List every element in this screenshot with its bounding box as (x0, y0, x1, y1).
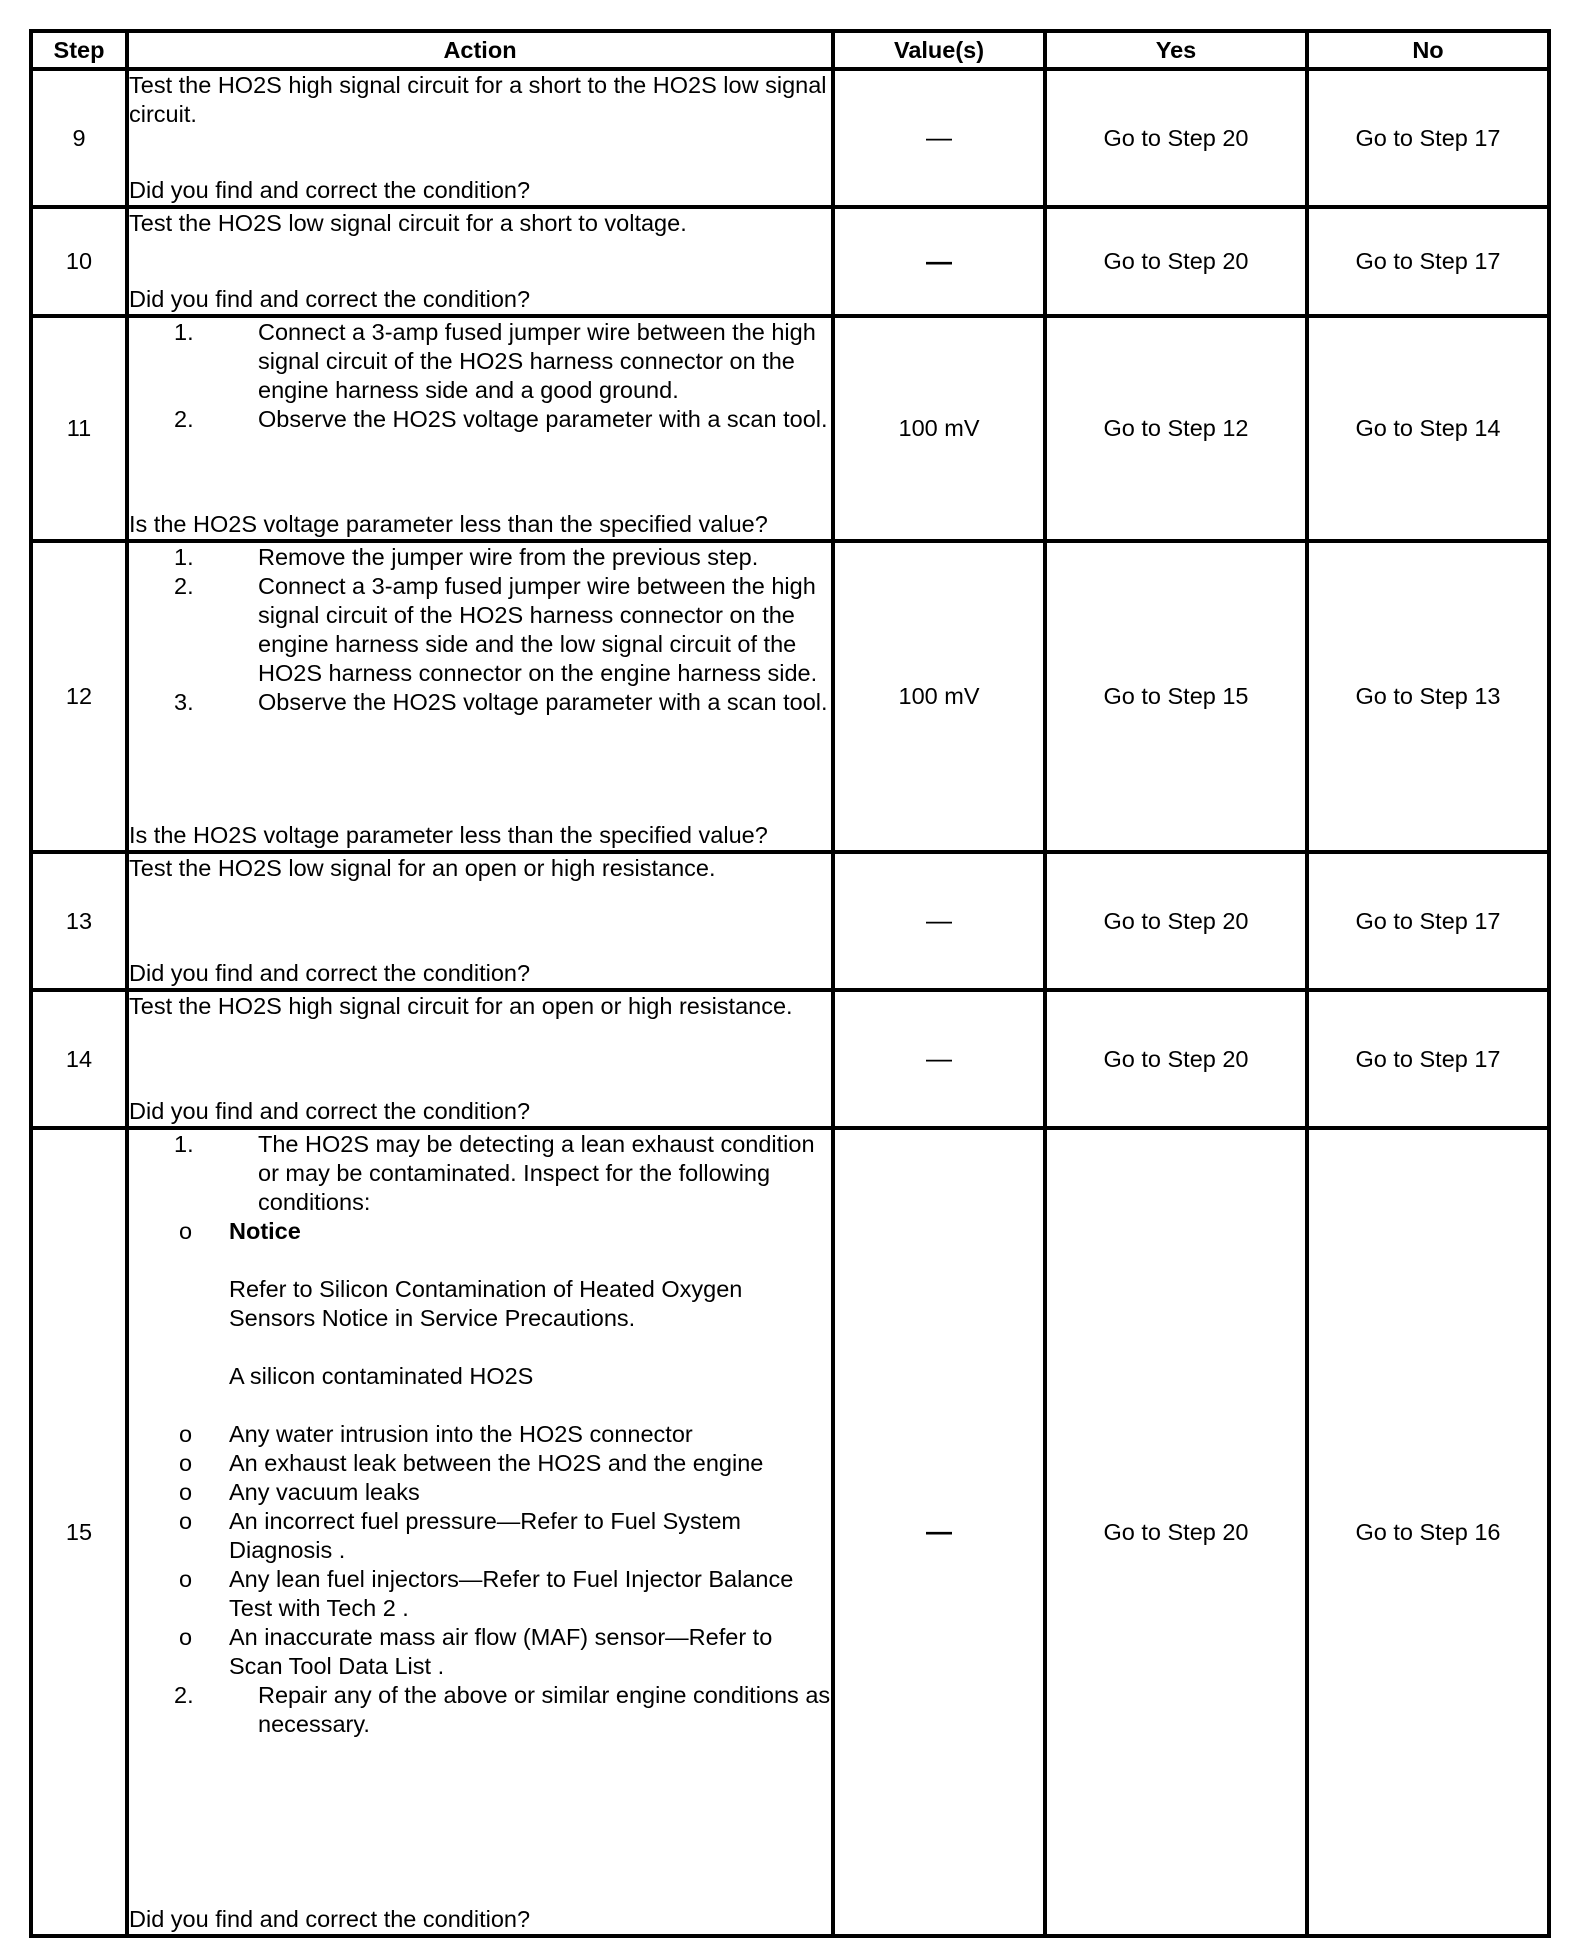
action-cell (127, 541, 833, 852)
step-number: 15 (31, 1128, 127, 1936)
notice-item-text: A silicon contaminated HO2S (229, 1363, 534, 1389)
no-cell: Go to Step 13 (1307, 541, 1549, 852)
bullet: o (179, 1218, 193, 1244)
step-number: 12 (31, 541, 127, 852)
step-number: 9 (31, 69, 127, 207)
action-cell (127, 990, 833, 1128)
bullet: o (179, 1450, 193, 1476)
no-cell: Go to Step 17 (1307, 69, 1549, 207)
list-item (129, 572, 831, 688)
step-number: 11 (31, 316, 127, 541)
notice-block (229, 1217, 831, 1420)
condition-text: Any vacuum leaks (229, 1479, 420, 1505)
action-cell (127, 852, 833, 990)
header-row (31, 31, 1549, 69)
yes-cell: Go to Step 12 (1045, 316, 1307, 541)
no-cell: Go to Step 14 (1307, 316, 1549, 541)
bullet: o (179, 1508, 193, 1534)
list-number: 1. (174, 544, 194, 570)
action-question: Did you find and correct the condition? (129, 960, 531, 986)
condition-text: An inaccurate mass air flow (MAF) sensor—Refer to Scan Tool Data List . (229, 1624, 773, 1679)
header-yes: Yes (1045, 31, 1307, 69)
yes-cell: Go to Step 20 (1045, 1128, 1307, 1936)
table-row (31, 1128, 1549, 1936)
list-item (129, 1681, 831, 1739)
condition-text: Any lean fuel injectors—Refer to Fuel Injector Balance Test with Tech 2 . (229, 1566, 794, 1621)
table-row (31, 207, 1549, 316)
list-text: Remove the jumper wire from the previous step. (258, 544, 759, 570)
list-number: 1. (174, 1131, 194, 1157)
action-question: Did you find and correct the condition? (129, 286, 531, 312)
list-text: Observe the HO2S voltage parameter with a scan tool. (258, 689, 828, 715)
action-text: Test the HO2S high signal circuit for a short to the HO2S low signal circuit. (129, 72, 827, 127)
value-cell: 100 mV (833, 541, 1045, 852)
list-item (129, 1623, 831, 1681)
list-item (129, 1478, 831, 1507)
header-no: No (1307, 31, 1549, 69)
table-row (31, 990, 1549, 1128)
value-cell (833, 1128, 1045, 1936)
header-step: Step (31, 31, 127, 69)
list-item (129, 688, 831, 717)
action-question: Is the HO2S voltage parameter less than the specified value? (129, 511, 768, 537)
step-number: 10 (31, 207, 127, 316)
list-text: Repair any of the above or similar engine conditions as necessary. (258, 1682, 831, 1737)
list-item (129, 543, 831, 572)
yes-cell: Go to Step 20 (1045, 207, 1307, 316)
list-item (129, 318, 831, 405)
step-number: 14 (31, 990, 127, 1128)
action-question: Did you find and correct the condition? (129, 1098, 531, 1124)
list-item (129, 1507, 831, 1565)
action-question: Is the HO2S voltage parameter less than the specified value? (129, 822, 768, 848)
no-cell: Go to Step 16 (1307, 1128, 1549, 1936)
yes-cell: Go to Step 20 (1045, 990, 1307, 1128)
condition-text: Any water intrusion into the HO2S connector (229, 1421, 693, 1447)
notice-item (129, 1217, 831, 1420)
list-item (129, 1420, 831, 1449)
table-row (31, 69, 1549, 207)
list-item (129, 1130, 831, 1217)
list-text: The HO2S may be detecting a lean exhaust condition or may be contaminated. Inspect for the following conditions: (258, 1131, 815, 1215)
header-action: Action (127, 31, 833, 69)
value-cell: 100 mV (833, 316, 1045, 541)
value-cell (833, 990, 1045, 1128)
notice-text: Refer to Silicon Contamination of Heated Oxygen Sensors Notice in Service Precautions. (229, 1276, 743, 1331)
list-text: Connect a 3-amp fused jumper wire between the high signal circuit of the HO2S harness connector on the engine harness side and the low signal circuit of the HO2S harness connector on the engine harness side. (258, 573, 818, 686)
condition-list (129, 1217, 831, 1681)
action-cell (127, 316, 833, 541)
list-number: 3. (174, 689, 194, 715)
no-cell: Go to Step 17 (1307, 207, 1549, 316)
bullet: o (179, 1479, 193, 1505)
table-row (31, 541, 1549, 852)
list-number: 2. (174, 573, 194, 599)
bullet: o (179, 1421, 193, 1447)
value-cell (833, 207, 1045, 316)
action-steps (129, 1130, 831, 1217)
action-cell (127, 207, 833, 316)
bullet: o (179, 1624, 193, 1650)
yes-cell: Go to Step 20 (1045, 852, 1307, 990)
list-number: 1. (174, 319, 194, 345)
list-item (129, 1565, 831, 1623)
no-cell: Go to Step 17 (1307, 990, 1549, 1128)
condition-text: An incorrect fuel pressure—Refer to Fuel System Diagnosis . (229, 1508, 741, 1563)
action-steps (129, 543, 831, 717)
list-item-body (226, 1130, 831, 1217)
value-text: — (926, 122, 952, 152)
value-text: — (926, 1043, 952, 1073)
action-text: Test the HO2S high signal circuit for an open or high resistance. (129, 993, 793, 1019)
action-steps (129, 1681, 831, 1739)
notice-title: Notice (229, 1218, 301, 1244)
value-text: — (926, 1516, 952, 1546)
action-cell (127, 1128, 833, 1936)
action-question: Did you find and correct the condition? (129, 177, 531, 203)
table-row (31, 852, 1549, 990)
action-question: Did you find and correct the condition? (129, 1906, 531, 1932)
step-number: 13 (31, 852, 127, 990)
diagnostic-table (29, 29, 1551, 1938)
value-text: — (926, 905, 952, 935)
condition-text: An exhaust leak between the HO2S and the engine (229, 1450, 764, 1476)
action-cell (127, 69, 833, 207)
list-number: 2. (174, 406, 194, 432)
bullet: o (179, 1566, 193, 1592)
list-item (129, 1449, 831, 1478)
list-number: 2. (174, 1682, 194, 1708)
value-text: — (926, 245, 952, 276)
list-text: Connect a 3-amp fused jumper wire between the high signal circuit of the HO2S harness connector on the engine harness side and a good ground. (258, 319, 816, 403)
list-text: Observe the HO2S voltage parameter with a scan tool. (258, 406, 828, 432)
value-cell (833, 69, 1045, 207)
yes-cell: Go to Step 15 (1045, 541, 1307, 852)
yes-cell: Go to Step 20 (1045, 69, 1307, 207)
action-text: Test the HO2S low signal for an open or high resistance. (129, 855, 716, 881)
action-steps (129, 318, 831, 434)
value-cell (833, 852, 1045, 990)
list-item (129, 405, 831, 434)
table-row (31, 316, 1549, 541)
action-text: Test the HO2S low signal circuit for a short to voltage. (129, 210, 687, 236)
no-cell: Go to Step 17 (1307, 852, 1549, 990)
header-values: Value(s) (833, 31, 1045, 69)
